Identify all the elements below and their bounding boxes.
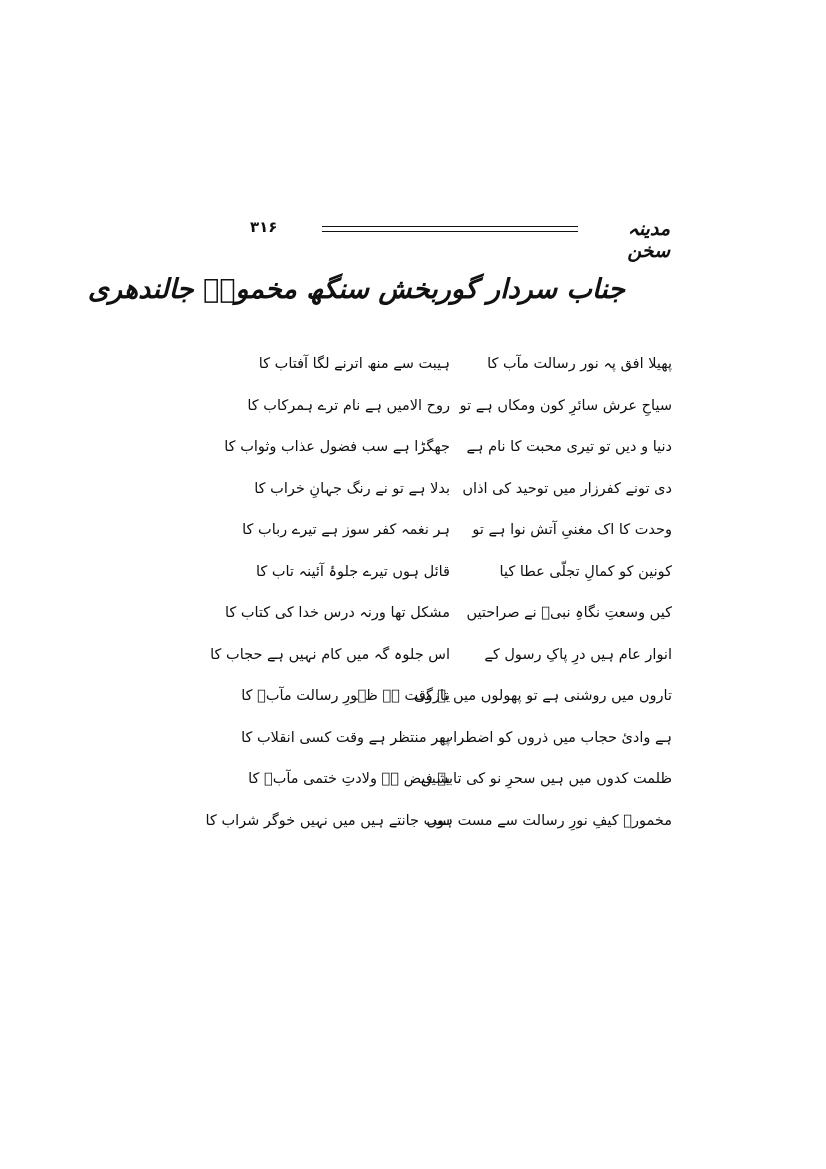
misra-second: قائل ہوں تیرے جلوۂ آئینہ تاب کا [255, 563, 450, 580]
misra-first: انوار عام ہیں درِ پاکِ رسول کے [484, 646, 672, 663]
poem-title: جناب سردار گوربخش سنگھ مخمورؔ جالندھری [87, 274, 625, 305]
header-rule-top [322, 226, 578, 227]
couplet [210, 643, 672, 685]
misra-first: سیاحِ عرش سائرِ کون ومکاں ہے تو [459, 397, 672, 414]
couplet [250, 477, 672, 519]
misra-second: بدلا ہے تو نے رنگ جہانِ خراب کا [254, 480, 450, 497]
misra-second: یہ وقت ہے ظہورِ رسالت مآبؐ کا [241, 688, 450, 704]
misra-second: سب جانتے ہیں میں نہیں خوگر شراب کا [205, 812, 450, 829]
misra-first: وحدت کا اک مغنیِ آتش نوا ہے تو [472, 522, 672, 538]
misra-first: دی تونے کفرزار میں توحید کی اذاں [462, 480, 672, 497]
couplet [242, 518, 672, 560]
header-rule-bottom [322, 231, 578, 232]
couplet [241, 684, 672, 726]
misra-first: مخمورؔ کیفِ نورِ رسالت سے مست ہوں [426, 812, 672, 829]
couplet [224, 601, 672, 643]
couplet [241, 726, 672, 768]
misra-second: اس جلوہ گہ میں کام نہیں ہے حجاب کا [210, 646, 450, 663]
misra-first: تاروں میں روشنی ہے تو پھولوں میں تازگی [413, 688, 672, 704]
misra-first: کونین کو کمالِ تجلّی عطا کیا [499, 563, 672, 580]
running-head-book-title: مدینہ سخن [627, 218, 670, 262]
page-number: ۳۱۶ [250, 218, 278, 236]
misra-first: پھیلا افق پہ نور رسالت مآب کا [487, 356, 672, 372]
couplet [250, 767, 672, 809]
misra-second: ہیبت سے منھ اترنے لگا آفتاب کا [258, 356, 450, 372]
misra-second: روح الامیں ہے نام ترے ہمرکاب کا [247, 397, 450, 414]
misra-first: ہے وادیٔ حجاب میں ذروں کو اضطراب [439, 729, 672, 746]
couplet [250, 352, 672, 394]
couplet [205, 809, 672, 851]
misra-second: جھگڑا ہے سب فضول عذاب وثواب کا [224, 439, 450, 455]
couplet [247, 394, 672, 436]
misra-second: یہ فیض ہے ولادتِ ختمی مآبؐ کا [248, 771, 450, 787]
misra-second: مشکل تھا ورنہ درس خدا کی کتاب کا [224, 605, 450, 621]
couplet [224, 435, 672, 477]
misra-second: پھر منتظر ہے وقت کسی انقلاب کا [241, 729, 450, 746]
misra-second: ہر نغمہ کفر سوز ہے تیرے رباب کا [242, 522, 450, 538]
misra-first: دنیا و دیں تو تیری محبت کا نام ہے [466, 439, 672, 455]
misra-first: کیں وسعتِ نگاہِ نبیؐ نے صراحتیں [466, 605, 672, 621]
couplet [250, 560, 672, 602]
poem-couplets [205, 352, 672, 850]
misra-first: ظلمت کدوں میں ہیں سحرِ نو کی تابشیں [420, 771, 672, 787]
